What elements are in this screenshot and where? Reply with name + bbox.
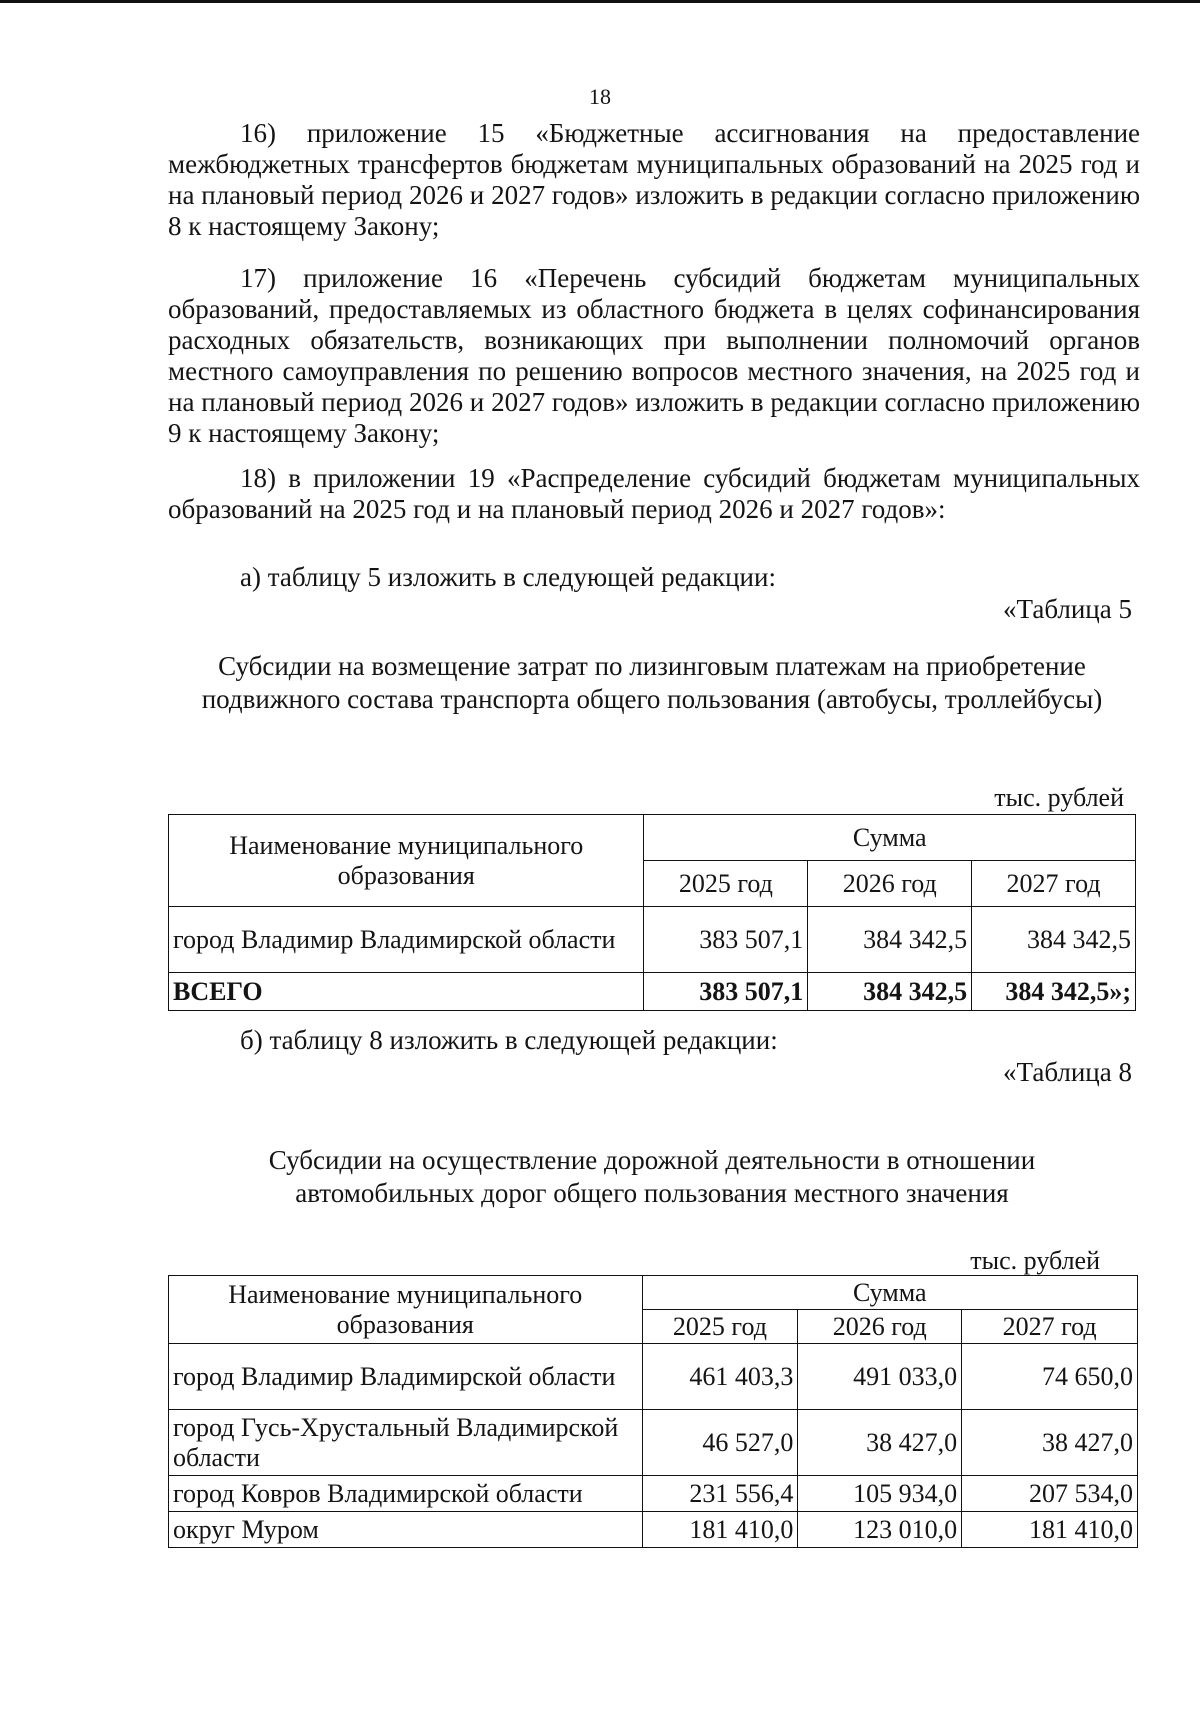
- item-17: [168, 263, 1140, 449]
- table5-header-name: Наименование муниципального образования: [169, 815, 644, 907]
- row-value-2027: 181 410,0: [962, 1512, 1138, 1548]
- item-16: [168, 118, 1140, 242]
- table-total-row: [169, 973, 1136, 1011]
- table5-year-2026: 2026 год: [808, 861, 972, 907]
- table8-year-2027: 2027 год: [962, 1310, 1138, 1344]
- row-value-2025: 461 403,3: [642, 1344, 798, 1410]
- total-2027: 384 342,5»;: [972, 973, 1136, 1011]
- table8-year-2026: 2026 год: [798, 1310, 962, 1344]
- item-17-text: 17) приложение 16 «Перечень субсидий бюджетам муниципальных образований, предоставляемых из областного бюджета в целях софинансирования расходных обязательств, возникающих при выполнении полномочий органов местного самоуправления по решению вопросов местного значения, на 2025 год и на плановый период 2026 и 2027 годов» изложить в редакции согласно приложению 9 к настоящему Закону;: [168, 263, 1140, 448]
- table8-year-2025: 2025 год: [642, 1310, 798, 1344]
- table5-title-line2: подвижного состава транспорта общего пользования (автобусы, троллейбусы): [201, 684, 1103, 714]
- table5-year-2027: 2027 год: [972, 861, 1136, 907]
- row-value-2027: 74 650,0: [962, 1344, 1138, 1410]
- row-value-2026: 38 427,0: [798, 1410, 962, 1476]
- table5-title-line1: Субсидии на возмещение затрат по лизинговым платежам на приобретение: [218, 651, 1086, 681]
- table-row: [169, 1410, 1138, 1476]
- row-name: город Владимир Владимирской области: [169, 907, 644, 973]
- row-value-2026: 123 010,0: [798, 1512, 962, 1548]
- table-row: [169, 907, 1136, 973]
- row-name: город Ковров Владимирской области: [169, 1476, 643, 1512]
- table-row: [169, 1512, 1138, 1548]
- page-number: 18: [589, 84, 611, 109]
- subitem-a: [168, 562, 1140, 593]
- row-value-2025: 181 410,0: [642, 1512, 798, 1548]
- table8-title-line1: Субсидии на осуществление дорожной деятельности в отношении: [268, 1145, 1036, 1175]
- subitem-b: [168, 1025, 1140, 1056]
- table5-title: [160, 650, 1144, 716]
- row-value-2027: 207 534,0: [962, 1476, 1138, 1512]
- row-name: город Владимир Владимирской области: [169, 1344, 643, 1410]
- subitem-a-text: а) таблицу 5 изложить в следующей редакции:: [240, 562, 776, 592]
- table-row: [169, 1476, 1138, 1512]
- row-value-2026: 105 934,0: [798, 1476, 962, 1512]
- subitem-b-text: б) таблицу 8 изложить в следующей редакции:: [240, 1025, 778, 1055]
- row-value-2027: 38 427,0: [962, 1410, 1138, 1476]
- table8-header-sum: Сумма: [642, 1276, 1138, 1310]
- row-value-2026: 491 033,0: [798, 1344, 962, 1410]
- table5-header-sum: Сумма: [644, 815, 1136, 861]
- row-value-2027: 384 342,5: [972, 907, 1136, 973]
- item-18: [168, 463, 1140, 525]
- table-row: [169, 1344, 1138, 1410]
- table8: [168, 1275, 1138, 1548]
- table5-units: тыс. рублей: [994, 783, 1124, 812]
- table5: [168, 814, 1136, 1011]
- item-16-text: 16) приложение 15 «Бюджетные ассигнования на предоставление межбюджетных трансфертов бюджетам муниципальных образований на 2025 год и на плановый период 2026 и 2027 годов» изложить в редакции согласно приложению 8 к настоящему Закону;: [168, 118, 1140, 241]
- total-label: ВСЕГО: [169, 973, 644, 1011]
- total-2025: 383 507,1: [644, 973, 808, 1011]
- item-18-text: 18) в приложении 19 «Распределение субсидий бюджетам муниципальных образований на 2025 год и на плановый период 2026 и 2027 годов»:: [168, 463, 1140, 524]
- table8-units: тыс. рублей: [970, 1246, 1100, 1275]
- table8-title: [160, 1144, 1144, 1210]
- table8-title-line2: автомобильных дорог общего пользования местного значения: [295, 1178, 1009, 1208]
- total-2026: 384 342,5: [808, 973, 972, 1011]
- table8-header-name: Наименование муниципального образования: [169, 1276, 643, 1344]
- row-value-2025: 231 556,4: [642, 1476, 798, 1512]
- scan-top-edge: [0, 0, 1200, 3]
- row-value-2026: 384 342,5: [808, 907, 972, 973]
- table5-label: «Таблица 5: [1003, 594, 1132, 624]
- row-value-2025: 46 527,0: [642, 1410, 798, 1476]
- table8-label: «Таблица 8: [1003, 1057, 1132, 1087]
- table5-year-2025: 2025 год: [644, 861, 808, 907]
- row-name: город Гусь-Хрустальный Владимирской области: [169, 1410, 643, 1476]
- row-name: округ Муром: [169, 1512, 643, 1548]
- row-value-2025: 383 507,1: [644, 907, 808, 973]
